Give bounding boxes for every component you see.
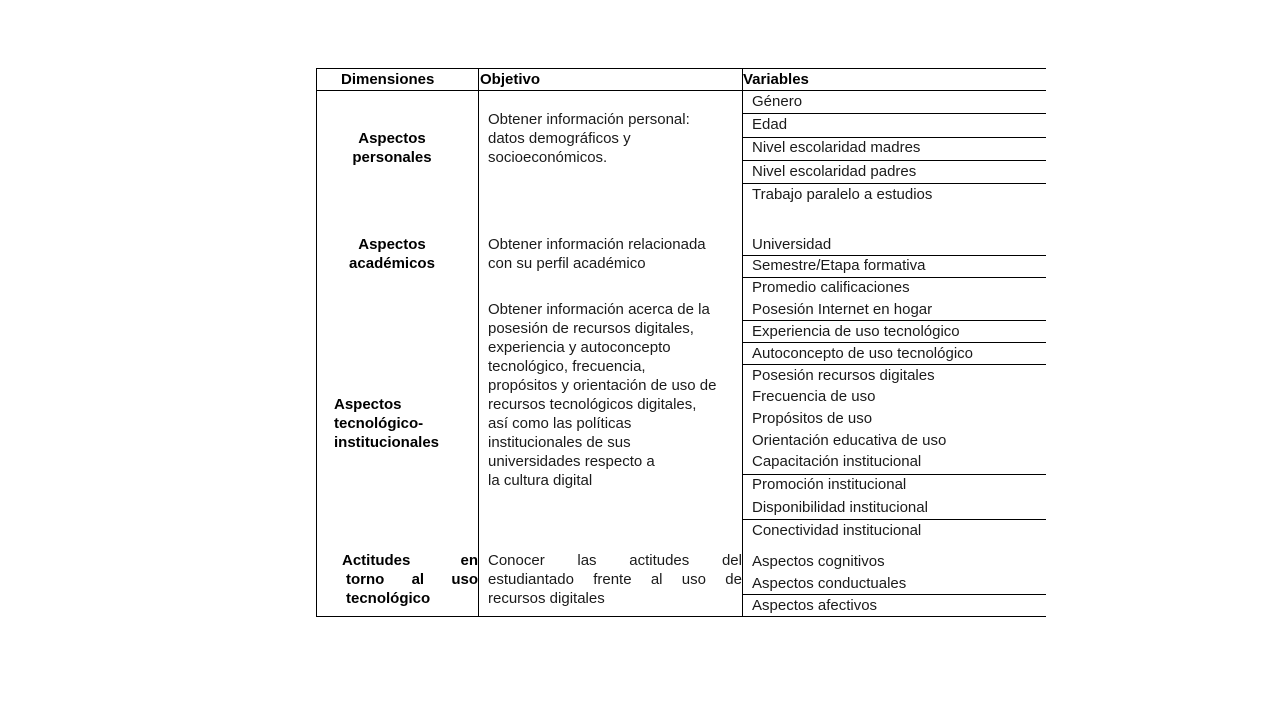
header-variables: Variables <box>743 71 809 88</box>
variable-divider <box>742 342 1046 343</box>
objective-line: datos demográficos y <box>488 130 631 147</box>
word: del <box>721 552 742 569</box>
table-bottom-border <box>316 616 1046 617</box>
objective-text <box>488 110 690 167</box>
dimension-line: académicos <box>349 255 435 272</box>
word: al <box>411 571 425 588</box>
dimension-label <box>334 395 439 452</box>
word: en <box>460 552 478 569</box>
word: torno <box>346 571 385 588</box>
header-bottom-border <box>316 90 1046 91</box>
objective-text <box>488 300 716 490</box>
objective-line: tecnológico, frecuencia, <box>488 358 646 375</box>
dimension-label <box>316 235 468 273</box>
objective-line: propósitos y orientación de uso de <box>488 377 717 394</box>
word: uso <box>451 571 478 588</box>
variable-item: Promedio calificaciones <box>752 279 910 296</box>
word: actitudes <box>629 552 690 569</box>
variable-divider <box>742 519 1046 520</box>
word: de <box>725 571 742 588</box>
variable-item: Nivel escolaridad madres <box>752 139 921 156</box>
variable-item: Capacitación institucional <box>752 453 922 470</box>
objective-line: la cultura digital <box>488 472 593 489</box>
dimension-line <box>342 589 478 608</box>
dimension-line: Aspectos <box>358 236 426 253</box>
variable-item: Universidad <box>752 236 832 253</box>
word: al <box>650 571 663 588</box>
word: frente <box>593 571 632 588</box>
variable-item: Aspectos afectivos <box>752 597 878 614</box>
variable-item: Posesión recursos digitales <box>752 367 935 384</box>
word: tecnológico <box>346 590 431 607</box>
variable-item: Conectividad institucional <box>752 522 922 539</box>
variable-item: Trabajo paralelo a estudios <box>752 186 933 203</box>
variable-divider <box>742 160 1046 161</box>
objective-line: Obtener información acerca de la <box>488 301 710 318</box>
header-dimensiones: Dimensiones <box>341 71 435 88</box>
objective-text <box>488 235 706 273</box>
variable-item: Posesión Internet en hogar <box>752 301 933 318</box>
word: las <box>577 552 597 569</box>
objective-line: así como las políticas <box>488 415 632 432</box>
objective-line: recursos tecnológicos digitales, <box>488 396 697 413</box>
dimension-line: tecnológico- <box>334 415 424 432</box>
variable-item: Promoción institucional <box>752 476 907 493</box>
objective-line <box>488 589 742 608</box>
variable-divider <box>742 364 1046 365</box>
variable-item: Aspectos conductuales <box>752 575 907 592</box>
variable-divider <box>742 113 1046 114</box>
objective-line <box>488 570 742 589</box>
objective-line: experiencia y autoconcepto <box>488 339 671 356</box>
variable-item: Aspectos cognitivos <box>752 553 885 570</box>
variable-item: Semestre/Etapa formativa <box>752 257 926 274</box>
objective-line: Obtener información relacionada <box>488 236 706 253</box>
variable-item: Frecuencia de uso <box>752 388 876 405</box>
dimensions-table <box>316 68 1046 617</box>
variable-item: Disponibilidad institucional <box>752 499 928 516</box>
objective-line: universidades respecto a <box>488 453 655 470</box>
word: Conocer <box>488 552 545 569</box>
variable-divider <box>742 594 1046 595</box>
objective-line: con su perfil académico <box>488 255 646 272</box>
table-top-border <box>316 68 1046 69</box>
variable-item: Autoconcepto de uso tecnológico <box>752 345 973 362</box>
objective-line <box>488 551 742 570</box>
objective-line: posesión de recursos digitales, <box>488 320 694 337</box>
word: uso <box>681 571 706 588</box>
header-objetivo: Objetivo <box>480 71 541 88</box>
dimension-line <box>342 551 478 570</box>
objective-line: socioeconómicos. <box>488 149 608 166</box>
word: recursos digitales <box>488 590 605 607</box>
variable-item: Género <box>752 93 803 110</box>
variable-item: Edad <box>752 116 788 133</box>
objective-line: Obtener información personal: <box>488 111 690 128</box>
dimension-line: Aspectos <box>358 130 426 147</box>
variable-item: Experiencia de uso tecnológico <box>752 323 960 340</box>
dimension-line: personales <box>352 149 432 166</box>
objective-line: institucionales de sus <box>488 434 631 451</box>
dimension-line: Aspectos <box>334 396 402 413</box>
word: estudiantado <box>488 571 574 588</box>
variable-item: Nivel escolaridad padres <box>752 163 917 180</box>
variable-divider <box>742 320 1046 321</box>
dimension-label <box>342 551 478 608</box>
variable-item: Propósitos de uso <box>752 410 873 427</box>
objective-text <box>488 551 742 608</box>
variable-divider <box>742 183 1046 184</box>
column-divider-1 <box>478 68 479 617</box>
word: Actitudes <box>342 552 411 569</box>
dimension-line: institucionales <box>334 434 440 451</box>
dimension-label <box>316 129 468 167</box>
variable-item: Orientación educativa de uso <box>752 432 947 449</box>
dimension-line <box>342 570 478 589</box>
